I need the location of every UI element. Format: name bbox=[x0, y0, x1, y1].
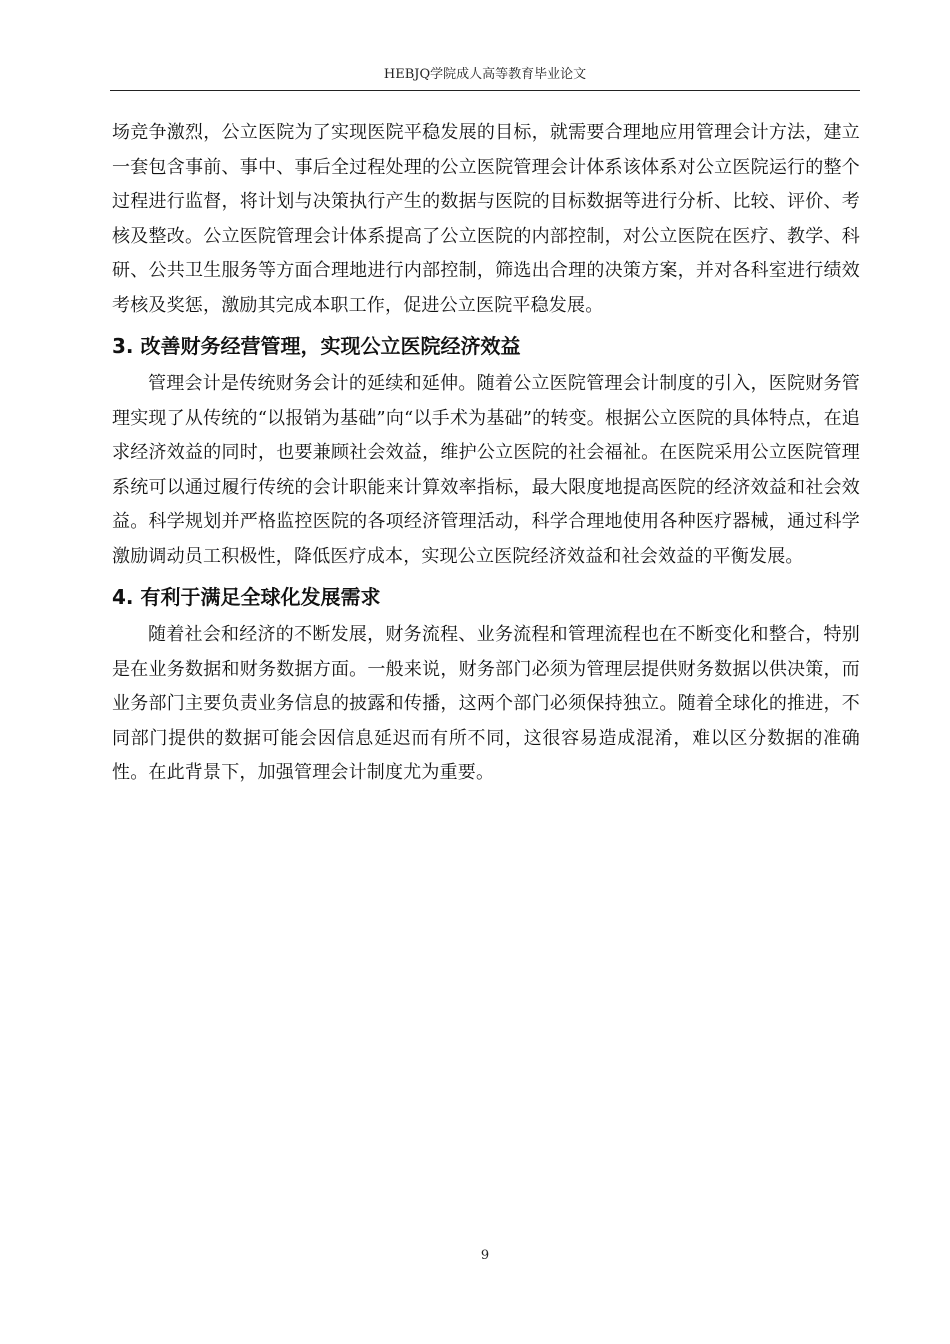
section-4-heading: 4. 有利于满足全球化发展需求 bbox=[112, 585, 381, 609]
page-header: HEBJQ学院成人高等教育毕业论文 bbox=[110, 64, 860, 91]
intro-paragraph: 场竞争激烈，公立医院为了实现医院平稳发展的目标，就需要合理地应用管理会计方法，建立一套包含事前、事中、事后全过程处理的公立医院管理会计体系该体系对公立医院运行的整个过程进行监督，将计划与决策执行产生的数据与医院的目标数据等进行分析、比较、评价、考核及整改。公立医院管理会计体系提高了公立医院的内部控制，对公立医院在医疗、教学、科研、公共卫生服务等方面合理地进行内部控制，筛选出合理的决策方案，并对各科室进行绩效考核及奖惩，激励其完成本职工作，促进公立医院平稳发展。 bbox=[112, 122, 860, 316]
section-4-paragraph: 随着社会和经济的不断发展，财务流程、业务流程和管理流程也在不断变化和整合，特别是在业务数据和财务数据方面。一般来说，财务部门必须为管理层提供财务数据以供决策，而业务部门主要负责业务信息的披露和传播，这两个部门必须保持独立。随着全球化的推进，不同部门提供的数据可能会因信息延迟而有所不同，这很容易造成混淆，难以区分数据的准确性。在此背景下，加强管理会计制度尤为重要。 bbox=[112, 624, 860, 783]
section-3-heading: 3. 改善财务经营管理，实现公立医院经济效益 bbox=[112, 334, 521, 358]
page-number: 9 bbox=[480, 1248, 490, 1263]
section-3-paragraph: 管理会计是传统财务会计的延续和延伸。随着公立医院管理会计制度的引入，医院财务管理实现了从传统的“以报销为基础”向“以手术为基础”的转变。根据公立医院的具体特点，在追求经济效益的同时，也要兼顾社会效益，维护公立医院的社会福祉。在医院采用公立医院管理系统可以通过履行传统的会计职能来计算效率指标，最大限度地提高医院的经济效益和社会效益。科学规划并严格监控医院的各项经济管理活动，科学合理地使用各种医疗器械，通过科学激励调动员工积极性，降低医疗成本，实现公立医院经济效益和社会效益的平衡发展。 bbox=[112, 373, 860, 567]
document-body bbox=[112, 116, 860, 791]
